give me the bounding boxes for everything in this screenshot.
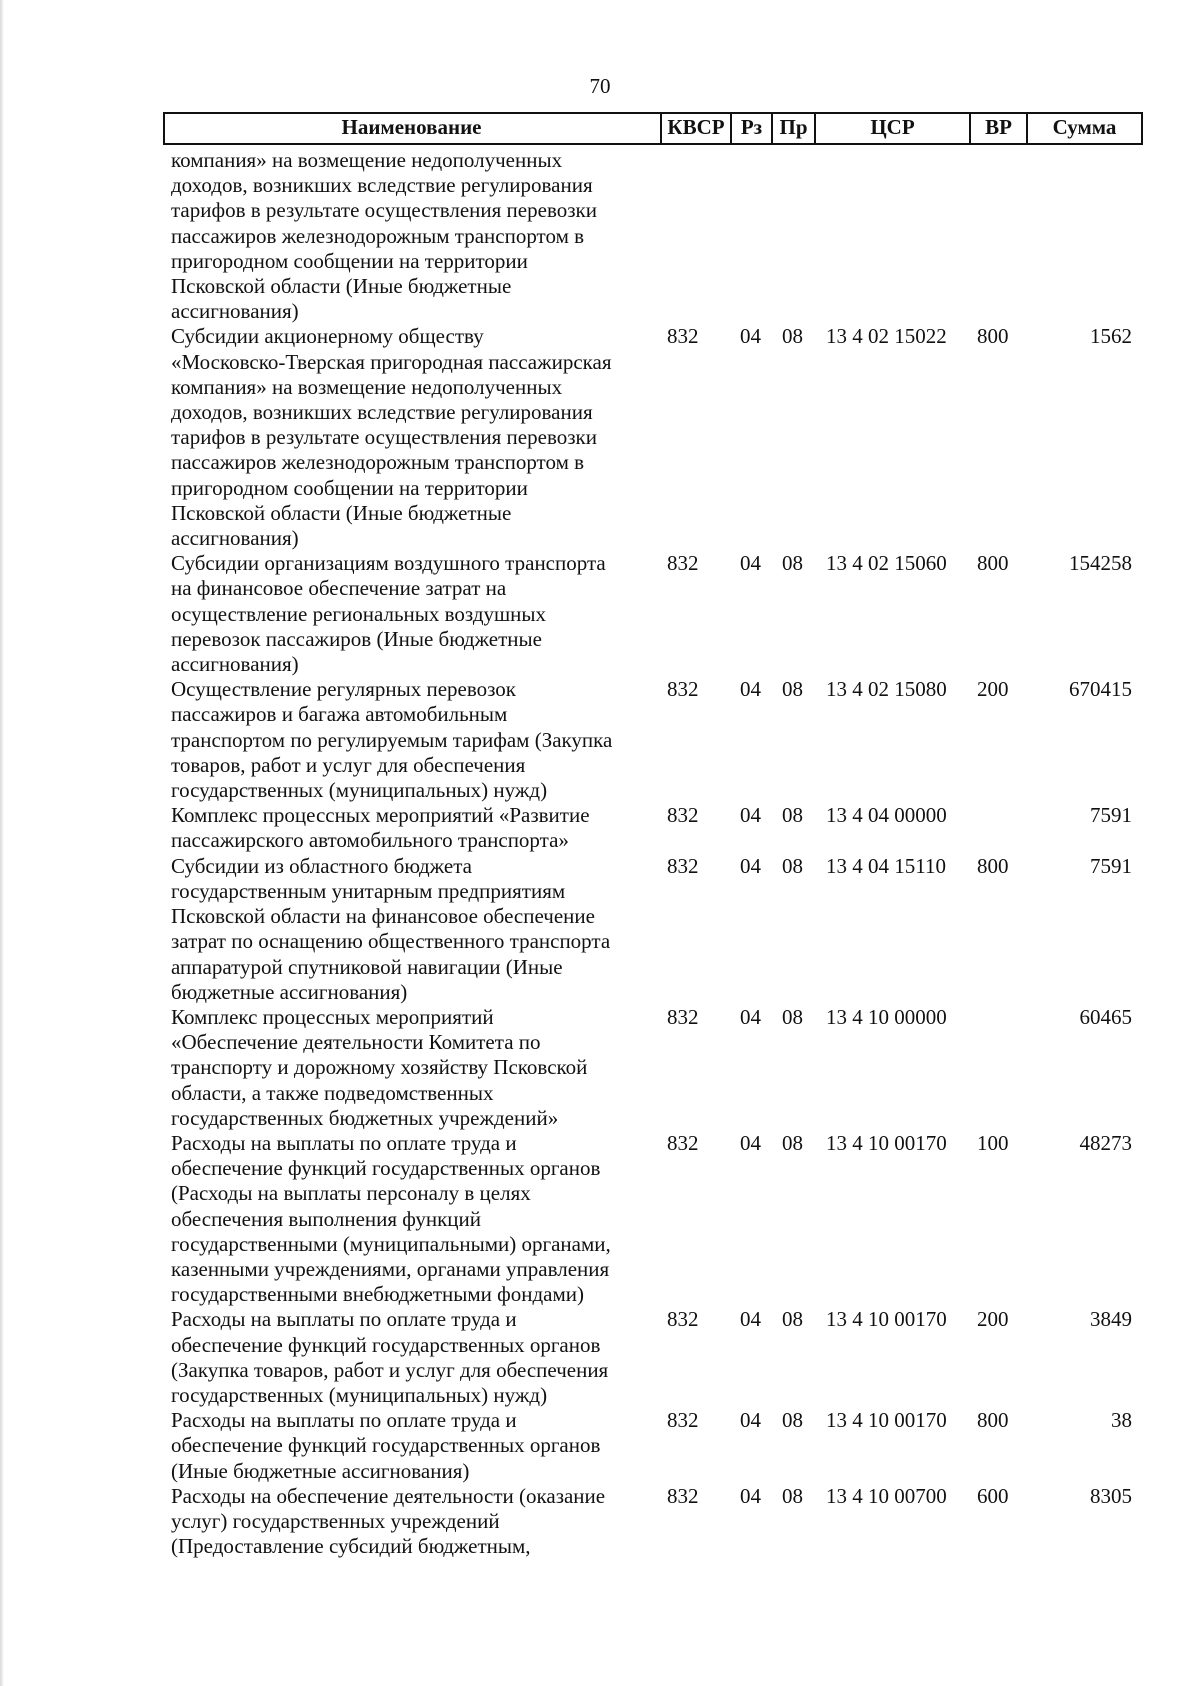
row-name-line: обеспечение функций государственных органов: [171, 1332, 601, 1357]
row-rz: 04: [740, 803, 761, 828]
row-pr: 08: [782, 1483, 803, 1508]
table-row: [0, 1307, 1200, 1408]
table-body: [0, 148, 1200, 1559]
row-name: [171, 1484, 651, 1560]
row-name-line: транспорту и дорожному хозяйству Псковской: [171, 1055, 588, 1080]
row-csr: 13 4 04 15110: [826, 853, 946, 878]
row-pr: 08: [782, 1130, 803, 1155]
row-vr: 800: [977, 1408, 1009, 1433]
row-rz: 04: [740, 677, 761, 702]
row-name-line: доходов, возникших вследствие регулирования: [171, 400, 593, 425]
row-name: [171, 1307, 651, 1408]
row-csr: 13 4 02 15060: [826, 551, 947, 576]
row-name-line: обеспечение функций государственных органов: [171, 1156, 601, 1181]
row-kvsr: 832: [667, 324, 699, 349]
row-sum: 7591: [1090, 803, 1132, 828]
header-name: Наименование: [341, 115, 482, 139]
row-name-line: (Предоставление субсидий бюджетным,: [171, 1534, 531, 1559]
row-name-line: компания» на возмещение недополученных: [171, 374, 563, 399]
row-name-line: перевозок пассажиров (Иные бюджетные: [171, 626, 542, 651]
row-name-line: (Иные бюджетные ассигнования): [171, 1458, 470, 1483]
row-sum: 154258: [1069, 551, 1132, 576]
row-kvsr: 832: [667, 1307, 699, 1332]
row-name-line: Комплекс процессных мероприятий «Развитие: [171, 803, 590, 828]
row-sum: 670415: [1069, 677, 1132, 702]
row-rz: 04: [740, 1004, 761, 1029]
row-name-line: обеспечения выполнения функций: [171, 1206, 482, 1231]
table-row: [0, 854, 1200, 1005]
header-vr: ВР: [985, 115, 1012, 139]
row-pr: 08: [782, 1004, 803, 1029]
row-kvsr: 832: [667, 1004, 699, 1029]
row-name-line: Псковской области на финансовое обеспечение: [171, 904, 595, 929]
row-name-line: пассажиров и багажа автомобильным: [171, 702, 508, 727]
row-name-line: обеспечение функций государственных органов: [171, 1433, 601, 1458]
table-row: [0, 803, 1200, 853]
row-name: [171, 324, 651, 551]
row-name-line: области, а также подведомственных: [171, 1080, 494, 1105]
row-vr: 800: [977, 551, 1009, 576]
row-name-line: (Расходы на выплаты персоналу в целях: [171, 1181, 531, 1206]
row-sum: 60465: [1079, 1004, 1132, 1029]
row-vr: 800: [977, 324, 1009, 349]
row-name: [171, 148, 651, 324]
row-kvsr: 832: [667, 1483, 699, 1508]
row-name-line: затрат по оснащению общественного транспорта: [171, 929, 611, 954]
header-sum: Сумма: [1052, 115, 1117, 139]
row-name-line: пассажиров железнодорожным транспортом в: [171, 223, 585, 248]
row-pr: 08: [782, 1408, 803, 1433]
row-csr: 13 4 10 00170: [826, 1130, 947, 1155]
row-name-line: «Московско-Тверская пригородная пассажирская: [171, 349, 612, 374]
header-csr: ЦСР: [870, 115, 915, 139]
row-name-line: ассигнования): [171, 652, 299, 677]
row-vr: 800: [977, 853, 1009, 878]
row-sum: 8305: [1090, 1483, 1132, 1508]
header-kvsr: КВСР: [667, 115, 725, 139]
table-row: [0, 324, 1200, 551]
row-name-line: на финансовое обеспечение затрат на: [171, 576, 507, 601]
row-kvsr: 832: [667, 1130, 699, 1155]
row-name-line: Псковской области (Иные бюджетные: [171, 274, 512, 299]
row-name-line: компания» на возмещение недополученных: [171, 148, 563, 172]
table-row: [0, 1131, 1200, 1307]
row-name-line: государственными внебюджетными фондами): [171, 1282, 585, 1307]
row-name-line: Субсидии организациям воздушного транспорта: [171, 551, 606, 576]
row-name: [171, 1408, 651, 1484]
row-name-line: Расходы на обеспечение деятельности (оказание: [171, 1483, 606, 1508]
table-row: [0, 1005, 1200, 1131]
row-name-line: пассажиров железнодорожным транспортом в: [171, 450, 585, 475]
row-name-line: казенными учреждениями, органами управления: [171, 1256, 610, 1281]
row-kvsr: 832: [667, 803, 699, 828]
row-name: [171, 1131, 651, 1307]
header-pr: Пр: [779, 115, 808, 139]
row-csr: 13 4 10 00170: [826, 1408, 947, 1433]
row-name-line: бюджетные ассигнования): [171, 979, 408, 1004]
row-name-line: государственных бюджетных учреждений»: [171, 1105, 559, 1130]
row-pr: 08: [782, 803, 803, 828]
row-name: [171, 803, 651, 853]
row-csr: 13 4 02 15022: [826, 324, 947, 349]
header-rz: Рз: [740, 115, 763, 139]
row-pr: 08: [782, 324, 803, 349]
row-kvsr: 832: [667, 1408, 699, 1433]
row-name-line: ассигнования): [171, 526, 299, 551]
row-rz: 04: [740, 853, 761, 878]
row-rz: 04: [740, 1130, 761, 1155]
row-pr: 08: [782, 551, 803, 576]
row-csr: 13 4 10 00170: [826, 1307, 947, 1332]
header-right-border: [1141, 112, 1143, 145]
row-vr: 100: [977, 1130, 1009, 1155]
row-name-line: тарифов в результате осуществления перевозки: [171, 425, 597, 450]
row-name-line: аппаратурой спутниковой навигации (Иные: [171, 954, 563, 979]
row-sum: 7591: [1090, 853, 1132, 878]
row-name-line: осуществление региональных воздушных: [171, 601, 547, 626]
row-name-line: Комплекс процессных мероприятий: [171, 1004, 494, 1029]
row-pr: 08: [782, 853, 803, 878]
row-rz: 04: [740, 1408, 761, 1433]
row-name-line: доходов, возникших вследствие регулирования: [171, 173, 593, 198]
table-row: [0, 148, 1200, 324]
row-vr: 600: [977, 1483, 1009, 1508]
table-row: [0, 1484, 1200, 1560]
row-name: [171, 677, 651, 803]
row-name-line: Субсидии акционерному обществу: [171, 324, 484, 349]
row-name-line: государственных (муниципальных) нужд): [171, 778, 548, 803]
row-name: [171, 1005, 651, 1131]
row-sum: 38: [1111, 1408, 1132, 1433]
row-name-line: Псковской области (Иные бюджетные: [171, 500, 512, 525]
row-name-line: пригородном сообщении на территории: [171, 475, 528, 500]
row-sum: 48273: [1079, 1130, 1132, 1155]
table-header: [163, 112, 1143, 146]
row-name: [171, 854, 651, 1005]
row-sum: 3849: [1090, 1307, 1132, 1332]
row-rz: 04: [740, 1483, 761, 1508]
row-sum: 1562: [1090, 324, 1132, 349]
row-vr: 200: [977, 677, 1009, 702]
row-vr: 200: [977, 1307, 1009, 1332]
row-name-line: государственных (муниципальных) нужд): [171, 1382, 548, 1407]
row-rz: 04: [740, 551, 761, 576]
table-row: [0, 1408, 1200, 1484]
row-name-line: Расходы на выплаты по оплате труда и: [171, 1307, 517, 1332]
row-name-line: пассажирского автомобильного транспорта»: [171, 828, 569, 853]
row-name-line: Субсидии из областного бюджета: [171, 853, 472, 878]
row-csr: 13 4 04 00000: [826, 803, 947, 828]
row-name-line: товаров, работ и услуг для обеспечения: [171, 752, 526, 777]
row-name-line: Осуществление регулярных перевозок: [171, 677, 516, 702]
row-name-line: ассигнования): [171, 299, 299, 324]
row-name-line: государственным унитарным предприятиям: [171, 878, 566, 903]
row-name-line: государственными (муниципальными) органами,: [171, 1231, 611, 1256]
row-name: [171, 551, 651, 677]
row-rz: 04: [740, 1307, 761, 1332]
row-name-line: (Закупка товаров, работ и услуг для обеспечения: [171, 1357, 609, 1382]
row-name-line: пригородном сообщении на территории: [171, 248, 528, 273]
row-name-line: Расходы на выплаты по оплате труда и: [171, 1408, 517, 1433]
row-name-line: тарифов в результате осуществления перевозки: [171, 198, 597, 223]
row-kvsr: 832: [667, 551, 699, 576]
table-row: [0, 677, 1200, 803]
row-name-line: услуг) государственных учреждений: [171, 1508, 500, 1533]
page-number: 70: [589, 74, 611, 98]
table-row: [0, 551, 1200, 677]
row-name-line: транспортом по регулируемым тарифам (Закупка: [171, 727, 613, 752]
row-csr: 13 4 10 00000: [826, 1004, 947, 1029]
row-pr: 08: [782, 677, 803, 702]
row-kvsr: 832: [667, 853, 699, 878]
row-kvsr: 832: [667, 677, 699, 702]
row-pr: 08: [782, 1307, 803, 1332]
row-name-line: «Обеспечение деятельности Комитета по: [171, 1030, 541, 1055]
row-rz: 04: [740, 324, 761, 349]
row-csr: 13 4 10 00700: [826, 1483, 947, 1508]
row-name-line: Расходы на выплаты по оплате труда и: [171, 1130, 517, 1155]
row-csr: 13 4 02 15080: [826, 677, 947, 702]
